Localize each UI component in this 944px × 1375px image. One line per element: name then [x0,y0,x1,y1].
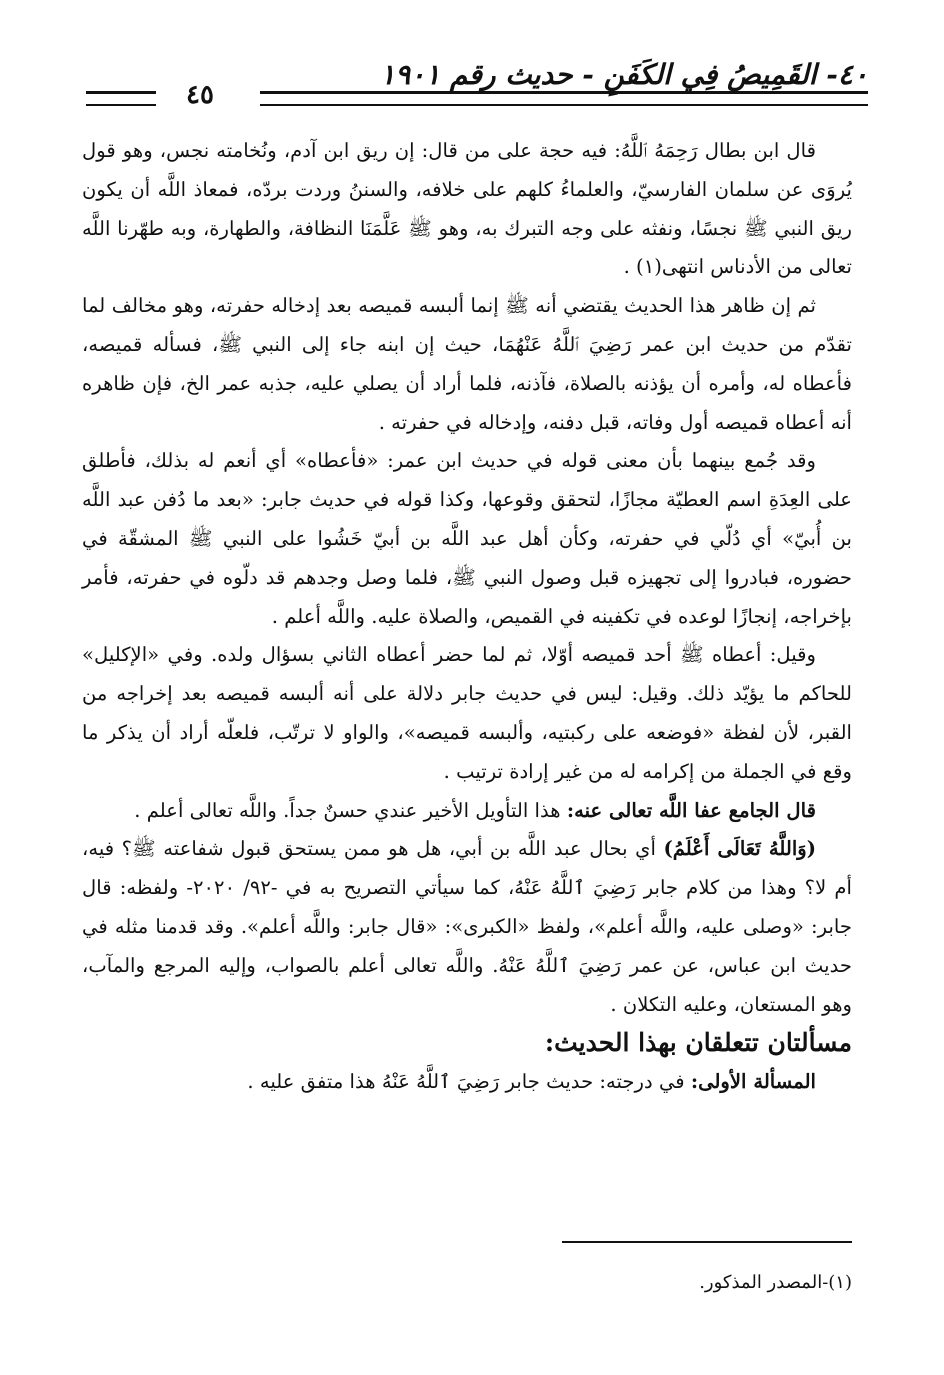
paragraph-text: وقيل: أعطاه ﷺ أحد قميصه أوّلا، ثم لما حضر أعطاه الثاني بسؤال ولده. وفي «الإكليل» للحاكم ما يؤيّد ذلك. وقيل: ليس في حديث جابر دلالة على أنه ألبسه قميصه بعد إخراجه من القبر، لأن لفظة «فوضعه على ركبتيه، وألبسه قميصه»، والواو لا ترتّب، فلعلّه أراد أن يذكر ما وقع في الجملة من إكرامه له من غير إرادة ترتيب . [82,643,852,783]
paragraph-lead: (وَاللَّهُ تَعَالَى أَعْلَمُ) [663,837,817,861]
paragraph-5 [82,792,852,831]
footnote-divider [562,1241,852,1243]
paragraph-text: قال ابن بطال رَحِمَهُ ٱللَّهُ: فيه حجة على من قال: إن ريق ابن آدم، ونُخامته نجس، وهو قول يُروَى عن سلمان الفارسيّ، والعلماءُ كلهم على خلافه، والسننُ وردت بردّه، فمعاذ اللَّه أن يكون ريق النبي ﷺ نجسًا، ونفثه على وجه التبرك به، وهو ﷺ عَلَّمَنَا النظافة، والطهارة، وبه طهّرنا اللَّه تعالى من الأدناس انتهى(١) . [82,139,852,279]
paragraph-text: ثم إن ظاهر هذا الحديث يقتضي أنه ﷺ إنما ألبسه قميصه بعد إدخاله حفرته، وهو مخالف لما تقدّم من حديث ابن عمر رَضِيَ ٱللَّهُ عَنْهُمَا، حيث إن ابنه جاء إلى النبي ﷺ، فسأله قميصه، فأعطاه له، وأمره أن يؤذنه بالصلاة، فآذنه، فلما أراد أن يصلي عليه، جذبه عمر الخ، فإن ظاهره أنه أعطاه قميصه أول وفاته، قبل دفنه، وإدخاله في حفرته . [82,294,852,434]
paragraph-1 [82,132,852,287]
paragraph-text: أي بحال عبد اللَّه بن أبي، هل هو ممن يستحق قبول شفاعته ﷺ؟ فيه، أم لا؟ وهذا من كلام جابر رَضِيَ ٱللَّهُ عَنْهُ، كما سيأتي التصريح به في -٩٢/ ٢٠٢٠- ولفظه: قال جابر: «وصلى عليه، واللَّه أعلم»، ولفظ «الكبرى»: «قال جابر: واللَّه أعلم». وقد قدمنا مثله في حديث ابن عباس، عن عمر رَضِيَ ٱللَّهُ عَنْهُ. واللَّه تعالى أعلم بالصواب، وإليه المرجع والمآب، وهو المستعان، وعليه التكلان . [82,837,852,1016]
section-heading: مسألتان تتعلقان بهذا الحديث: [544,1028,852,1058]
paragraph-3 [82,442,852,636]
paragraph-4 [82,636,852,791]
paragraph-2 [82,287,852,442]
page-header [78,58,868,110]
page-title: ٤٠- القَمِيصُ فِي الكَفَنِ - حديث رقم ١٩٠١ [380,58,868,91]
paragraph-text: هذا التأويل الأخير عندي حسنٌ جداً. واللَّه تعالى أعلم . [134,798,567,822]
page-number: ٤٥ [186,80,214,110]
header-rule [260,91,868,106]
question-lead: المسألة الأولى: [690,1070,816,1094]
paragraph-text: وقد جُمع بينهما بأن معنى قوله في حديث ابن عمر: «فأعطاه» أي أنعم له بذلك، فأطلق على العِدَةِ اسم العطيّة مجازًا، لتحقق وقوعها، وكذا قوله في حديث جابر: «بعد ما دُفن عبد اللَّه بن أُبيّ» أي دُلّي في حفرته، وكأن أهل عبد اللَّه بن أبيّ خَشُوا على النبي ﷺ المشقّة في حضوره، فبادروا إلى تجهيزه قبل وصول النبي ﷺ، فلما وصل وجدهم قد دلّوه في حفرته، فأمر بإخراجه، إنجازًا لوعده في تكفينه في القميص، والصلاة عليه. واللَّه أعلم . [82,449,852,628]
paragraph-6 [82,830,852,1024]
body-text [82,132,852,1102]
question-text: في درجته: حديث جابر رَضِيَ ٱللَّهُ عَنْهُ هذا متفق عليه . [247,1070,691,1094]
footnote: (١)-المصدر المذكور. [699,1272,852,1293]
paragraph-lead: قال الجامع عفا اللَّه تعالى عنه: [566,798,816,822]
question-paragraph [82,1063,852,1102]
header-rule-short [86,91,156,106]
